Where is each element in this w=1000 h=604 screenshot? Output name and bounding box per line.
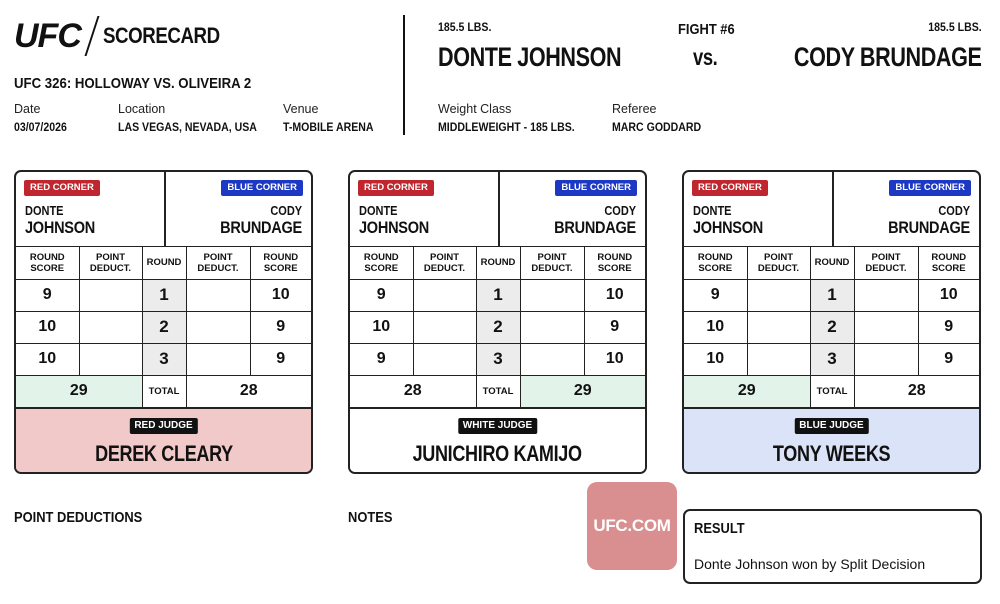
blue-round-score: 9 xyxy=(584,311,645,343)
vs-label: vs. xyxy=(693,44,718,70)
weight-class-value: MIDDLEWEIGHT - 185 LBS. xyxy=(438,120,575,134)
blue-round-score: 10 xyxy=(584,279,645,311)
location-value: LAS VEGAS, NEVADA, USA xyxy=(118,120,257,134)
referee-value: MARC GODDARD xyxy=(612,120,702,134)
blue-point-deduction xyxy=(854,343,918,375)
point-deduct-header: POINT DEDUCT. xyxy=(854,247,918,279)
blue-fighter-last-name: BRUNDAGE xyxy=(554,219,636,237)
round-score-header: ROUND SCORE xyxy=(16,247,79,279)
red-point-deduction xyxy=(413,311,476,343)
round-number: 3 xyxy=(476,343,520,375)
score-table-header xyxy=(16,247,311,279)
red-point-deduction xyxy=(79,279,142,311)
date-label: Date xyxy=(14,102,41,116)
round-header: ROUND xyxy=(142,247,186,279)
red-corner-badge: RED CORNER xyxy=(358,180,434,196)
blue-corner-badge: BLUE CORNER xyxy=(221,180,303,196)
round-row xyxy=(16,343,311,375)
score-table xyxy=(16,247,311,408)
ufc-scorecard-logo xyxy=(14,16,240,56)
scorecard-title: SCORECARD xyxy=(102,23,220,48)
blue-fighter-first-name: CODY xyxy=(938,204,970,218)
red-fighter-weight: 185.5 LBS. xyxy=(438,20,492,34)
point-deductions-title: POINT DEDUCTIONS xyxy=(14,509,143,526)
location-label: Location xyxy=(118,102,166,116)
venue-label: Venue xyxy=(283,102,319,116)
header-divider xyxy=(403,15,405,135)
red-round-score: 10 xyxy=(684,343,747,375)
blue-fighter-last-name: BRUNDAGE xyxy=(888,219,970,237)
point-deduct-header: POINT DEDUCT. xyxy=(186,247,250,279)
total-label: TOTAL xyxy=(142,375,186,407)
red-round-score: 10 xyxy=(16,311,79,343)
red-round-score: 9 xyxy=(350,343,413,375)
score-table xyxy=(684,247,979,408)
blue-round-score: 9 xyxy=(250,343,311,375)
point-deduct-header: POINT DEDUCT. xyxy=(747,247,810,279)
point-deduct-header: POINT DEDUCT. xyxy=(413,247,476,279)
total-row xyxy=(16,375,311,407)
round-row xyxy=(16,279,311,311)
red-total-score: 28 xyxy=(350,375,476,407)
logo-divider xyxy=(84,16,99,56)
round-number: 3 xyxy=(810,343,854,375)
notes-title: NOTES xyxy=(348,509,393,526)
round-header: ROUND xyxy=(476,247,520,279)
point-deduct-header: POINT DEDUCT. xyxy=(520,247,584,279)
judge-role-badge: WHITE JUDGE xyxy=(458,418,537,434)
red-fighter-last-name: JOHNSON xyxy=(693,219,763,237)
judge-name xyxy=(16,441,311,467)
blue-total-score: 28 xyxy=(854,375,979,407)
event-title: UFC 326: HOLLOWAY VS. OLIVEIRA 2 xyxy=(14,75,252,92)
red-fighter-first-name: DONTE xyxy=(359,204,398,218)
round-score-header: ROUND SCORE xyxy=(250,247,311,279)
red-fighter-first-name: DONTE xyxy=(25,204,64,218)
judge-role-badge: RED JUDGE xyxy=(129,418,197,434)
round-row xyxy=(684,311,979,343)
judge-name-text: JUNICHIRO KAMIJO xyxy=(412,441,583,466)
blue-fighter-weight: 185.5 LBS. xyxy=(928,20,982,34)
round-score-header: ROUND SCORE xyxy=(350,247,413,279)
round-number: 2 xyxy=(476,311,520,343)
red-round-score: 10 xyxy=(350,311,413,343)
blue-round-score: 10 xyxy=(918,279,979,311)
red-fighter-last-name: JOHNSON xyxy=(359,219,429,237)
round-score-header: ROUND SCORE xyxy=(584,247,645,279)
blue-corner-badge: BLUE CORNER xyxy=(889,180,971,196)
corner-header xyxy=(16,172,311,247)
judge-name xyxy=(684,441,979,467)
blue-round-score: 10 xyxy=(250,279,311,311)
round-score-header: ROUND SCORE xyxy=(918,247,979,279)
red-point-deduction xyxy=(79,311,142,343)
fight-number: FIGHT #6 xyxy=(678,21,735,38)
total-label: TOTAL xyxy=(476,375,520,407)
judge-name-text: DEREK CLEARY xyxy=(94,441,233,466)
round-number: 1 xyxy=(810,279,854,311)
scorecard-white-judge xyxy=(348,170,647,474)
blue-fighter-last-name: BRUNDAGE xyxy=(220,219,302,237)
blue-point-deduction xyxy=(520,343,584,375)
round-number: 1 xyxy=(476,279,520,311)
blue-fighter-name: CODY BRUNDAGE xyxy=(794,42,982,72)
result-box xyxy=(683,509,982,584)
red-point-deduction xyxy=(747,279,810,311)
blue-total-score: 28 xyxy=(186,375,311,407)
round-number: 2 xyxy=(142,311,186,343)
red-round-score: 10 xyxy=(16,343,79,375)
blue-point-deduction xyxy=(520,279,584,311)
blue-point-deduction xyxy=(186,343,250,375)
total-row xyxy=(684,375,979,407)
round-header: ROUND xyxy=(810,247,854,279)
red-corner-badge: RED CORNER xyxy=(24,180,100,196)
red-corner-badge: RED CORNER xyxy=(692,180,768,196)
blue-round-score: 9 xyxy=(918,343,979,375)
round-number: 1 xyxy=(142,279,186,311)
scorecard-red-judge xyxy=(14,170,313,474)
red-point-deduction xyxy=(79,343,142,375)
round-row xyxy=(16,311,311,343)
result-text: Donte Johnson won by Split Decision xyxy=(694,556,926,572)
date-value: 03/07/2026 xyxy=(14,120,67,134)
blue-point-deduction xyxy=(854,311,918,343)
red-point-deduction xyxy=(747,343,810,375)
judge-footer xyxy=(684,408,979,474)
round-number: 3 xyxy=(142,343,186,375)
blue-point-deduction xyxy=(186,311,250,343)
blue-total-score: 29 xyxy=(520,375,645,407)
ufc-com-link[interactable]: UFC.COM xyxy=(587,482,677,570)
scorecard-blue-judge xyxy=(682,170,981,474)
corner-header xyxy=(684,172,979,247)
venue-value: T-MOBILE ARENA xyxy=(283,120,374,134)
blue-fighter-first-name: CODY xyxy=(270,204,302,218)
total-label: TOTAL xyxy=(810,375,854,407)
round-row xyxy=(350,279,645,311)
red-round-score: 9 xyxy=(350,279,413,311)
blue-round-score: 10 xyxy=(584,343,645,375)
round-row xyxy=(684,279,979,311)
round-row xyxy=(350,343,645,375)
red-point-deduction xyxy=(747,311,810,343)
red-round-score: 9 xyxy=(16,279,79,311)
judge-name xyxy=(350,441,645,467)
red-round-score: 10 xyxy=(684,311,747,343)
corner-header xyxy=(350,172,645,247)
red-fighter-first-name: DONTE xyxy=(693,204,732,218)
weight-class-label: Weight Class xyxy=(438,102,512,116)
judge-role-badge: BLUE JUDGE xyxy=(794,418,868,434)
total-row xyxy=(350,375,645,407)
ufc-logo: UFC xyxy=(14,16,81,55)
blue-fighter-first-name: CODY xyxy=(604,204,636,218)
blue-point-deduction xyxy=(520,311,584,343)
score-table-header xyxy=(350,247,645,279)
score-table-header xyxy=(684,247,979,279)
red-fighter-name: DONTE JOHNSON xyxy=(438,42,622,72)
judge-footer xyxy=(350,408,645,474)
red-point-deduction xyxy=(413,279,476,311)
red-point-deduction xyxy=(413,343,476,375)
red-fighter-last-name: JOHNSON xyxy=(25,219,95,237)
judge-footer xyxy=(16,408,311,474)
red-total-score: 29 xyxy=(684,375,810,407)
score-table xyxy=(350,247,645,408)
red-total-score: 29 xyxy=(16,375,142,407)
result-title: RESULT xyxy=(694,520,745,537)
round-row xyxy=(350,311,645,343)
round-number: 2 xyxy=(810,311,854,343)
point-deduct-header: POINT DEDUCT. xyxy=(79,247,142,279)
round-row xyxy=(684,343,979,375)
blue-point-deduction xyxy=(854,279,918,311)
round-score-header: ROUND SCORE xyxy=(684,247,747,279)
blue-corner-badge: BLUE CORNER xyxy=(555,180,637,196)
blue-point-deduction xyxy=(186,279,250,311)
blue-round-score: 9 xyxy=(918,311,979,343)
blue-round-score: 9 xyxy=(250,311,311,343)
referee-label: Referee xyxy=(612,102,657,116)
red-round-score: 9 xyxy=(684,279,747,311)
judge-name-text: TONY WEEKS xyxy=(772,441,891,466)
